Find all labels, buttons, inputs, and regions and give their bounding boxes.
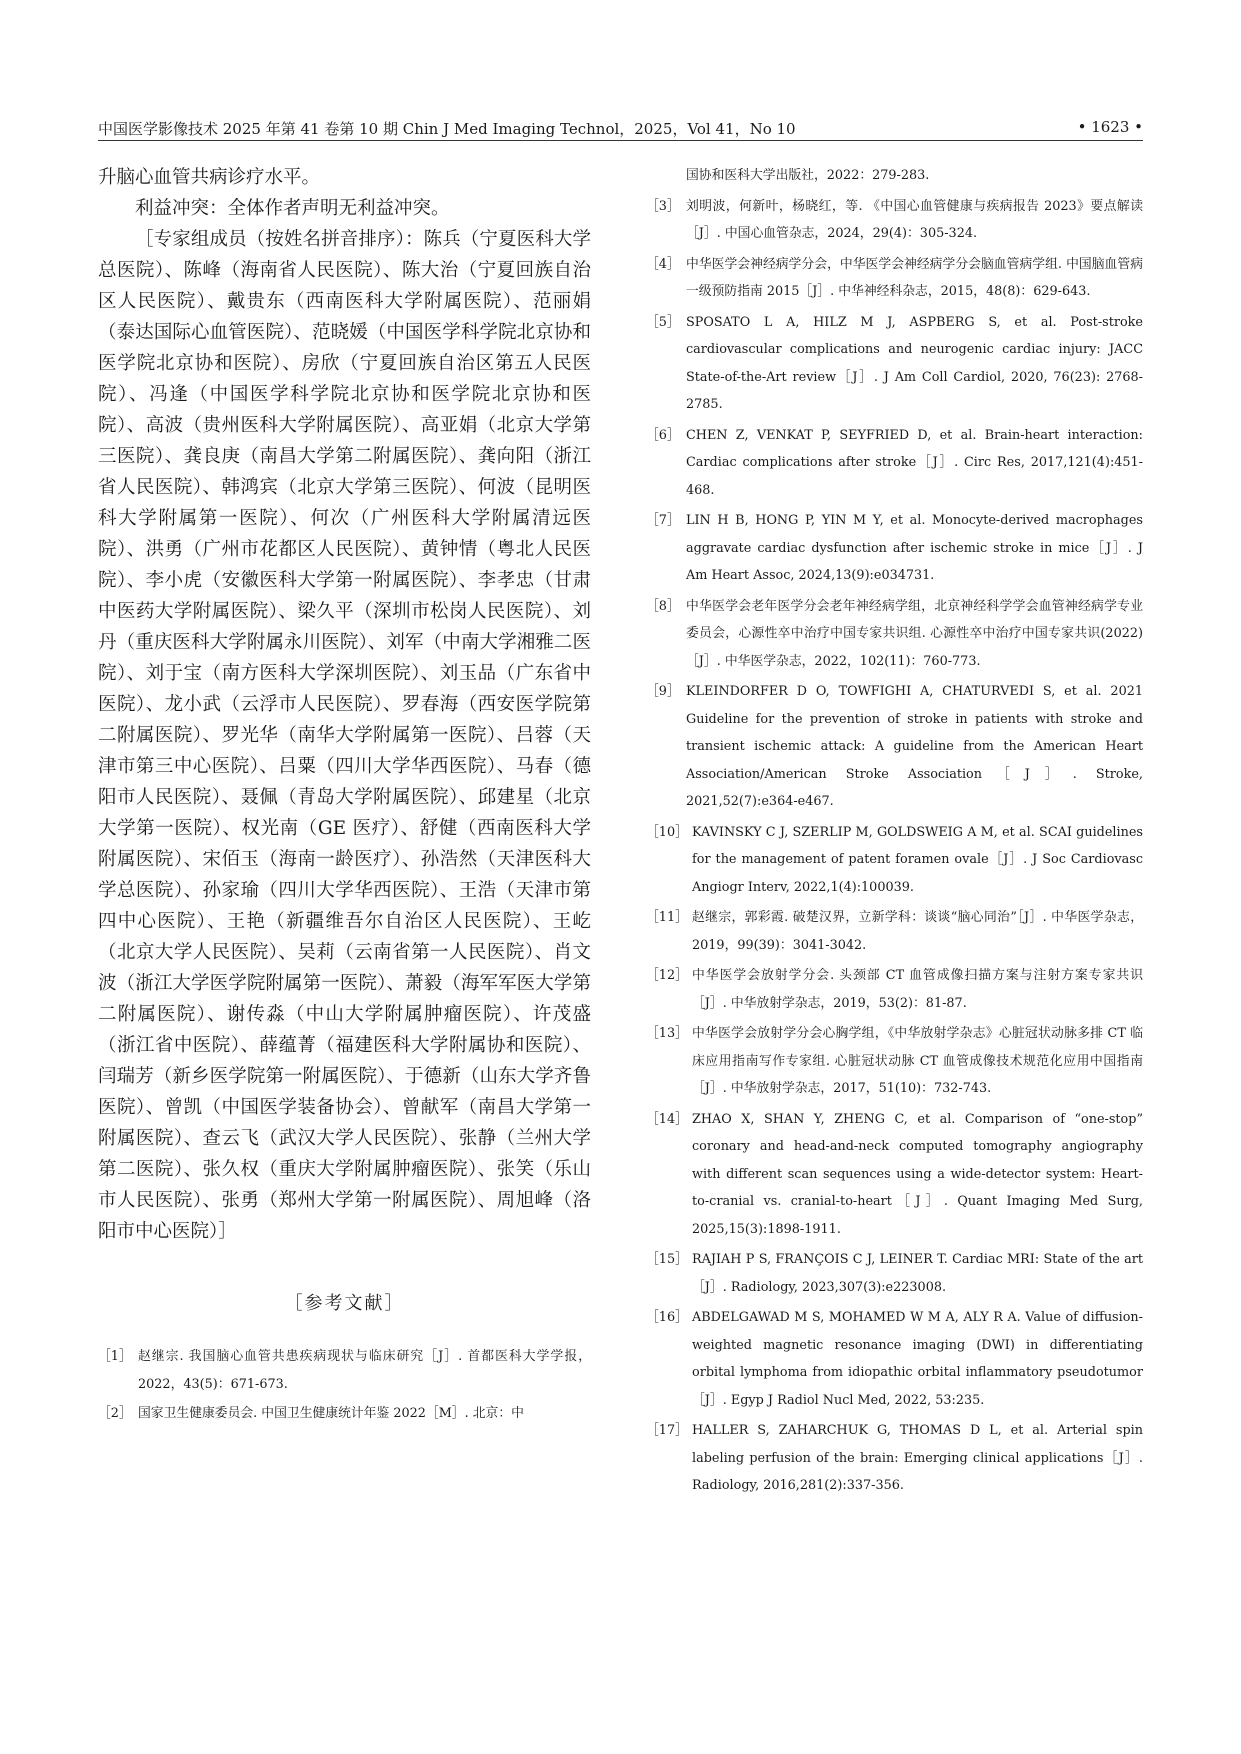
expert-group-members: ［专家组成员（按姓名拼音排序）：陈兵（宁夏医科大学总医院）、陈峰（海南省人民医院）、陈大治（宁夏回族自治区人民医院）、戴贵东（西南医科大学附属医院）、范丽娟（泰达国际心血管医院）、范晓媛（中国医学科学院北京协和医学院北京协和医院）、房欣（宁夏回族自治区第五人民医院）、冯逢（中国医学科学院北京协和医学院北京协和医院）、高波（贵州医科大学附属医院）、高亚娟（北京大学第三医院）、龚良庚（南昌大学第二附属医院）、龚向阳（浙江省人民医院）、韩鸿宾（北京大学第三医院）、何波（昆明医科大学附属第一医院）、何次（广州医科大学附属清远医院）、洪勇（广州市花都区人民医院）、黄钟情（粤北人民医院）、李小虎（安徽医科大学第一附属医院）、李孝忠（甘肃中医药大学附属医院）、梁久平（深圳市松岗人民医院）、刘丹（重庆医科大学附属永川医院）、刘军（中南大学湘雅二医院）、刘于宝（南方医科大学深圳医院）、刘玉品（广东省中医院）、龙小武（云浮市人民医院）、罗春海（西安医学院第二附属医院）、罗光华（南华大学附属第一医院）、吕蓉（天津市第三中心医院）、吕粟（四川大学华西医院）、马春（德阳市人民医院）、聂佩（青岛大学附属医院）、邱建星（北京大学第一医院）、权光南（GE 医疗）、舒健（西南医科大学附属医院）、宋佰玉（海南一龄医疗）、孙浩然（天津医科大学总医院）、孙家瑜（四川大学华西医院）、王浩（天津市第四中心医院）、王艳（新疆维吾尔自治区人民医院）、王屹（北京大学人民医院）、吴莉（云南省第一人民医院）、肖文波（浙江大学医学院附属第一医院）、萧毅（海军军医大学第二附属医院）、谢传淼（中山大学附属肿瘤医院）、许茂盛（浙江省中医院）、薛蕴菁（福建医科大学附属协和医院）、闫瑞芳（新乡医学院第一附属医院）、于德新（山东大学齐鲁医院）、曾凯（中国医学装备协会）、曾献军（南昌大学第一附属医院）、查云飞（武汉大学人民医院）、张静（兰州大学第二医院）、张久权（重庆大学附属肿瘤医院）、张笑（乐山市人民医院）、张勇（郑州大学第一附属医院）、周旭峰（洛阳市中心医院）］: [98, 229, 591, 1242]
reference-text: 赵继宗，郭彩霞. 破楚汉界，立新学科：谈谈“脑心同治”［J］. 中华医学杂志，2019，99(39)：3041-3042.: [692, 910, 1143, 953]
reference-item: [646, 1304, 1143, 1414]
reference-text: ZHAO X, SHAN Y, ZHENG C, et al. Comparison of “one-stop” coronary and head-and-neck computed tomography angiography with different scan sequences using a wide-detector system: Heart-to-cranial vs. cranial-to-heart［J］. Quant Imaging Med Surg, 2025,15(3):1898-1911.: [692, 1111, 1143, 1237]
references-list-right: [646, 162, 1143, 1500]
reference-text: 国家卫生健康委员会. 中国卫生健康统计年鉴 2022［M］. 北京：中: [138, 1406, 524, 1421]
left-column: [98, 162, 591, 1430]
references-heading: ［参考文献］: [284, 1293, 405, 1314]
reference-number: ［2］: [98, 1406, 132, 1421]
reference-item: [646, 1106, 1143, 1244]
reference-item: [646, 678, 1143, 816]
reference-text: HALLER S, ZAHARCHUK G, THOMAS D L, et al. Arterial spin labeling perfusion of the brain: Emerging clinical applications［J］. Radiology, 2016,281(2):337-356.: [692, 1423, 1143, 1493]
reference-number: ［8］: [646, 598, 680, 614]
reference-text: 中华医学会老年医学分会老年神经病学组，北京神经科学学会血管神经病学专业委员会，心源性卒中治疗中国专家共识组. 心源性卒中治疗中国专家共识(2022)［J］. 中华医学杂志，2022，102(11)：760-773.: [686, 598, 1143, 669]
reference-item: [646, 819, 1143, 902]
reference-text: KAVINSKY C J, SZERLIP M, GOLDSWEIG A M, et al. SCAI guidelines for the management of patent foramen ovale［J］. J Soc Cardiovasc Angiogr Interv, 2022,1(4):100039.: [692, 824, 1143, 895]
reference-item: [646, 162, 1143, 190]
reference-number: ［13］: [646, 1026, 688, 1041]
reference-item: [646, 193, 1143, 248]
reference-text: 中华医学会放射学分会心胸学组，《中华放射学杂志》心脏冠状动脉多排 CT 临床应用指南写作专家组. 心脏冠状动脉 CT 血管成像技术规范化应用中国指南［J］. 中华放射学杂志，2017，51(10)：732-743.: [692, 1026, 1143, 1096]
reference-item: [646, 507, 1143, 590]
reference-item: [646, 422, 1143, 505]
reference-item: [646, 309, 1143, 419]
reference-number: ［16］: [646, 1310, 688, 1325]
reference-number: ［3］: [646, 198, 680, 214]
reference-number: ［4］: [646, 256, 680, 272]
reference-number: ［5］: [646, 314, 680, 330]
reference-number: ［11］: [646, 910, 688, 925]
reference-text: LIN H B, HONG P, YIN M Y, et al. Monocyte-derived macrophages aggravate cardiac dysfunction after ischemic stroke in mice［J］. J Am Heart Assoc, 2024,13(9):e034731.: [686, 513, 1143, 583]
conclusion-paragraph: 升脑心血管共病诊疗水平。: [98, 167, 321, 188]
reference-item: [646, 251, 1143, 306]
journal-citation: 中国医学影像技术 2025 年第 41 卷第 10 期 Chin J Med Imaging Technol，2025，Vol 41，No 10: [98, 120, 796, 138]
reference-number: ［14］: [646, 1111, 688, 1127]
reference-number: ［15］: [646, 1252, 688, 1267]
page-number: • 1623 •: [1077, 118, 1143, 136]
reference-item: [646, 1246, 1143, 1301]
reference-item: [646, 962, 1143, 1017]
reference-text: 赵继宗. 我国脑心血管共患疾病现状与临床研究［J］. 首都医科大学学报，2022，43(5)：671-673.: [138, 1349, 591, 1392]
reference-text: RAJIAH P S, FRANÇOIS C J, LEINER T. Cardiac MRI: State of the art［J］. Radiology, 2023,307(3):e223008.: [692, 1252, 1143, 1295]
reference-number: ［6］: [646, 427, 680, 443]
reference-number: ［7］: [646, 513, 680, 528]
reference-text: SPOSATO L A, HILZ M J, ASPBERG S, et al. Post-stroke cardiovascular complications and neurogenic cardiac injury: JACC State-of-the-Art review［J］. J Am Coll Cardiol, 2020, 76(23): 2768-2785.: [686, 314, 1143, 412]
reference-item: [646, 1417, 1143, 1500]
reference-text: 中华医学会放射学分会. 头颈部 CT 血管成像扫描方案与注射方案专家共识［J］. 中华放射学杂志，2019，53(2)：81-87.: [692, 968, 1143, 1011]
running-header: [98, 106, 1143, 141]
references-list-left: [98, 1343, 591, 1428]
reference-number: ［9］: [646, 684, 680, 699]
reference-number: ［12］: [646, 968, 688, 983]
reference-text: ABDELGAWAD M S, MOHAMED W M A, ALY R A. Value of diffusion-weighted magnetic resonance imaging (DWI) in differentiating orbital lymphoma from idiopathic orbital inflammatory pseudotumor［J］. Egyp J Radiol Nucl Med, 2022, 53:235.: [692, 1310, 1143, 1408]
reference-text: 中华医学会神经病学分会，中华医学会神经病学分会脑血管病学组. 中国脑血管病一级预防指南 2015［J］. 中华神经科杂志，2015，48(8)：629-643.: [686, 256, 1143, 299]
reference-item: [98, 1343, 591, 1398]
reference-item: [646, 593, 1143, 676]
conflict-of-interest: 利益冲突：全体作者声明无利益冲突。: [135, 198, 450, 219]
reference-item: [98, 1400, 591, 1428]
reference-text: 国协和医科大学出版社，2022：279-283.: [686, 168, 930, 183]
reference-text: KLEINDORFER D O, TOWFIGHI A, CHATURVEDI S, et al. 2021 Guideline for the prevention of stroke in patients with stroke and transient ischemic attack: A guideline from the American Heart Association/American Stroke Association［J］. Stroke, 2021,52(7):e364-e467.: [686, 684, 1143, 809]
right-column: [646, 162, 1143, 1503]
reference-text: CHEN Z, VENKAT P, SEYFRIED D, et al. Brain-heart interaction: Cardiac complications after stroke［J］. Circ Res, 2017,121(4):451-468.: [686, 427, 1143, 498]
reference-number: ［17］: [646, 1423, 688, 1438]
reference-item: [646, 904, 1143, 959]
reference-item: [646, 1020, 1143, 1103]
reference-number: ［1］: [98, 1349, 132, 1364]
reference-text: 刘明波，何新叶，杨晓红，等. 《中国心血管健康与疾病报告 2023》要点解读［J］. 中国心血管杂志，2024，29(4)：305-324.: [686, 198, 1143, 241]
reference-number: ［10］: [646, 824, 688, 840]
